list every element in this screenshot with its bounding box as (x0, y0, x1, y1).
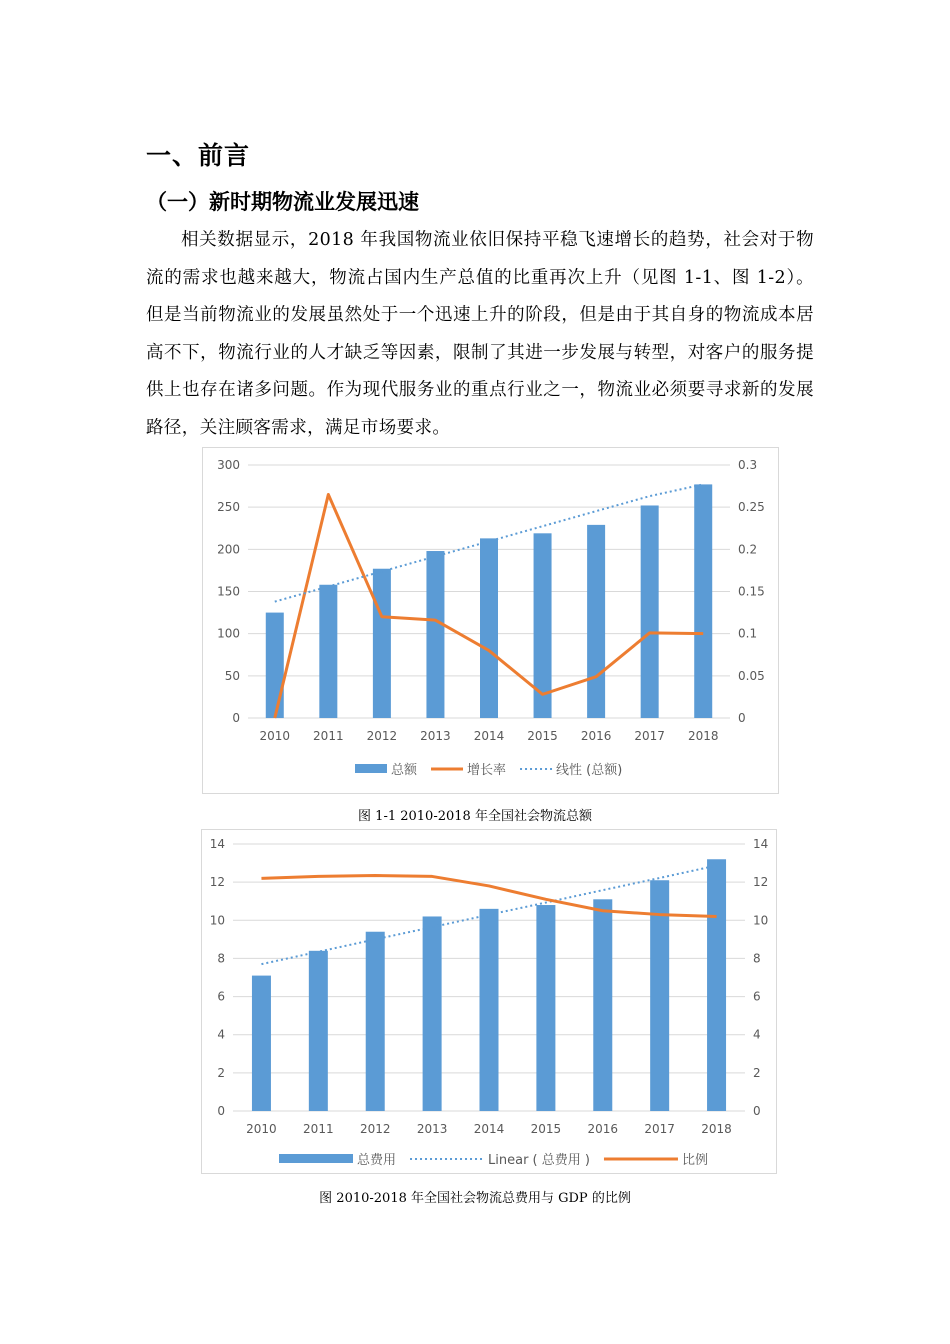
legend-label: 比例 (681, 1153, 708, 1168)
subsection-heading: （一）新时期物流业发展迅速 (146, 190, 419, 214)
legend-label: 线性 (总额) (556, 763, 623, 778)
bar-2015 (536, 905, 555, 1111)
x-axis-tick-label: 2015 (530, 1122, 562, 1136)
right-axis-tick-label: 0.25 (738, 500, 765, 515)
right-axis-tick-label: 8 (753, 951, 761, 966)
left-axis-tick-label: 8 (217, 951, 225, 966)
left-axis-tick-label: 0 (232, 711, 240, 725)
chart2-svg (202, 830, 776, 1173)
x-axis-tick-label: 2011 (313, 729, 344, 743)
bar-2012 (366, 932, 385, 1111)
chart1-svg (203, 448, 778, 793)
left-axis-tick-label: 4 (217, 1027, 225, 1042)
bar-2010 (266, 613, 284, 718)
legend-label: 增长率 (467, 763, 507, 778)
x-axis-tick-label: 2017 (634, 729, 665, 743)
left-axis-tick-label: 10 (209, 913, 225, 928)
bar-2016 (587, 525, 605, 718)
left-axis-tick-label: 100 (217, 626, 240, 641)
x-axis-tick-label: 2015 (527, 729, 558, 743)
bar-2010 (252, 976, 271, 1111)
x-axis-tick-label: 2014 (473, 729, 505, 743)
right-axis-tick-label: 6 (753, 989, 761, 1004)
x-axis-tick-label: 2011 (303, 1122, 334, 1136)
right-axis-tick-label: 0.05 (738, 668, 765, 683)
x-axis-tick-label: 2013 (420, 729, 451, 743)
right-axis-tick-label: 2 (753, 1065, 761, 1080)
figure-caption-2: 图 2010-2018 年全国社会物流总费用与 GDP 的比例 (319, 1191, 631, 1206)
x-axis-tick-label: 2018 (701, 1122, 732, 1136)
body-paragraph: 相关数据显示，2018 年我国物流业依旧保持平稳飞速增长的趋势，社会对于物流的需求也越来越大，物流占国内生产总值的比重再次上升（见图 1-1、图 1-2）。但是当前物流业的发展虽然处于一个迅速上升的阶段，但是由于其自身的物流成本居高不下，物流行业的人才缺乏等因素，限制了其进一步发展与转型，对客户的服务提供上也存在诸多问题。作为现代服务业的重点行业之一，物流业必须要寻求新的发展路径，关注顾客需求，满足市场要求。 (146, 230, 814, 438)
legend-swatch-bar (355, 764, 387, 773)
right-axis-tick-label: 0.1 (738, 626, 758, 641)
bar-2014 (480, 538, 498, 718)
chart-logistics-cost (201, 829, 777, 1174)
left-axis-tick-label: 14 (209, 837, 225, 851)
bar-2011 (319, 585, 337, 718)
legend-swatch-bar (279, 1154, 353, 1163)
x-axis-tick-label: 2017 (644, 1122, 675, 1136)
bar-2016 (593, 899, 612, 1111)
left-axis-tick-label: 250 (217, 500, 240, 515)
right-axis-tick-label: 14 (753, 837, 769, 851)
x-axis-tick-label: 2010 (246, 1122, 277, 1136)
right-axis-tick-label: 0.15 (738, 584, 765, 599)
left-axis-tick-label: 12 (209, 875, 225, 890)
bar-2018 (694, 484, 712, 718)
bar-2012 (373, 569, 391, 718)
left-axis-tick-label: 6 (217, 989, 225, 1004)
right-axis-tick-label: 10 (753, 913, 769, 928)
x-axis-tick-label: 2016 (580, 729, 612, 743)
x-axis-tick-label: 2012 (359, 1122, 391, 1136)
chart-logistics-total (202, 447, 779, 794)
x-axis-tick-label: 2013 (416, 1122, 448, 1136)
legend-label: 总费用 (357, 1153, 397, 1168)
right-axis-tick-label: 0.3 (738, 458, 758, 472)
bar-2017 (641, 505, 659, 718)
bar-2018 (707, 859, 726, 1111)
left-axis-tick-label: 2 (217, 1065, 225, 1080)
right-axis-tick-label: 0 (738, 711, 746, 725)
x-axis-tick-label: 2012 (366, 729, 398, 743)
x-axis-tick-label: 2018 (687, 729, 719, 743)
bar-2011 (309, 951, 328, 1111)
x-axis-tick-label: 2010 (259, 729, 291, 743)
left-axis-tick-label: 50 (224, 668, 240, 683)
bar-2013 (426, 551, 444, 718)
legend-label: 总额 (391, 763, 418, 778)
x-axis-tick-label: 2016 (587, 1122, 619, 1136)
left-axis-tick-label: 200 (217, 542, 240, 557)
figure-caption-1: 图 1-1 2010-2018 年全国社会物流总额 (358, 809, 592, 824)
right-axis-tick-label: 4 (753, 1027, 761, 1042)
right-axis-tick-label: 0.2 (738, 542, 758, 557)
bar-2014 (480, 909, 499, 1111)
bar-2013 (423, 916, 442, 1111)
legend-label: Linear ( 总费用 ) (488, 1153, 590, 1168)
x-axis-tick-label: 2014 (473, 1122, 505, 1136)
left-axis-tick-label: 300 (217, 458, 240, 472)
section-heading: 一、前言 (146, 141, 251, 170)
left-axis-tick-label: 150 (217, 584, 240, 599)
right-axis-tick-label: 12 (753, 875, 769, 890)
right-axis-tick-label: 0 (753, 1104, 761, 1118)
left-axis-tick-label: 0 (217, 1104, 225, 1118)
